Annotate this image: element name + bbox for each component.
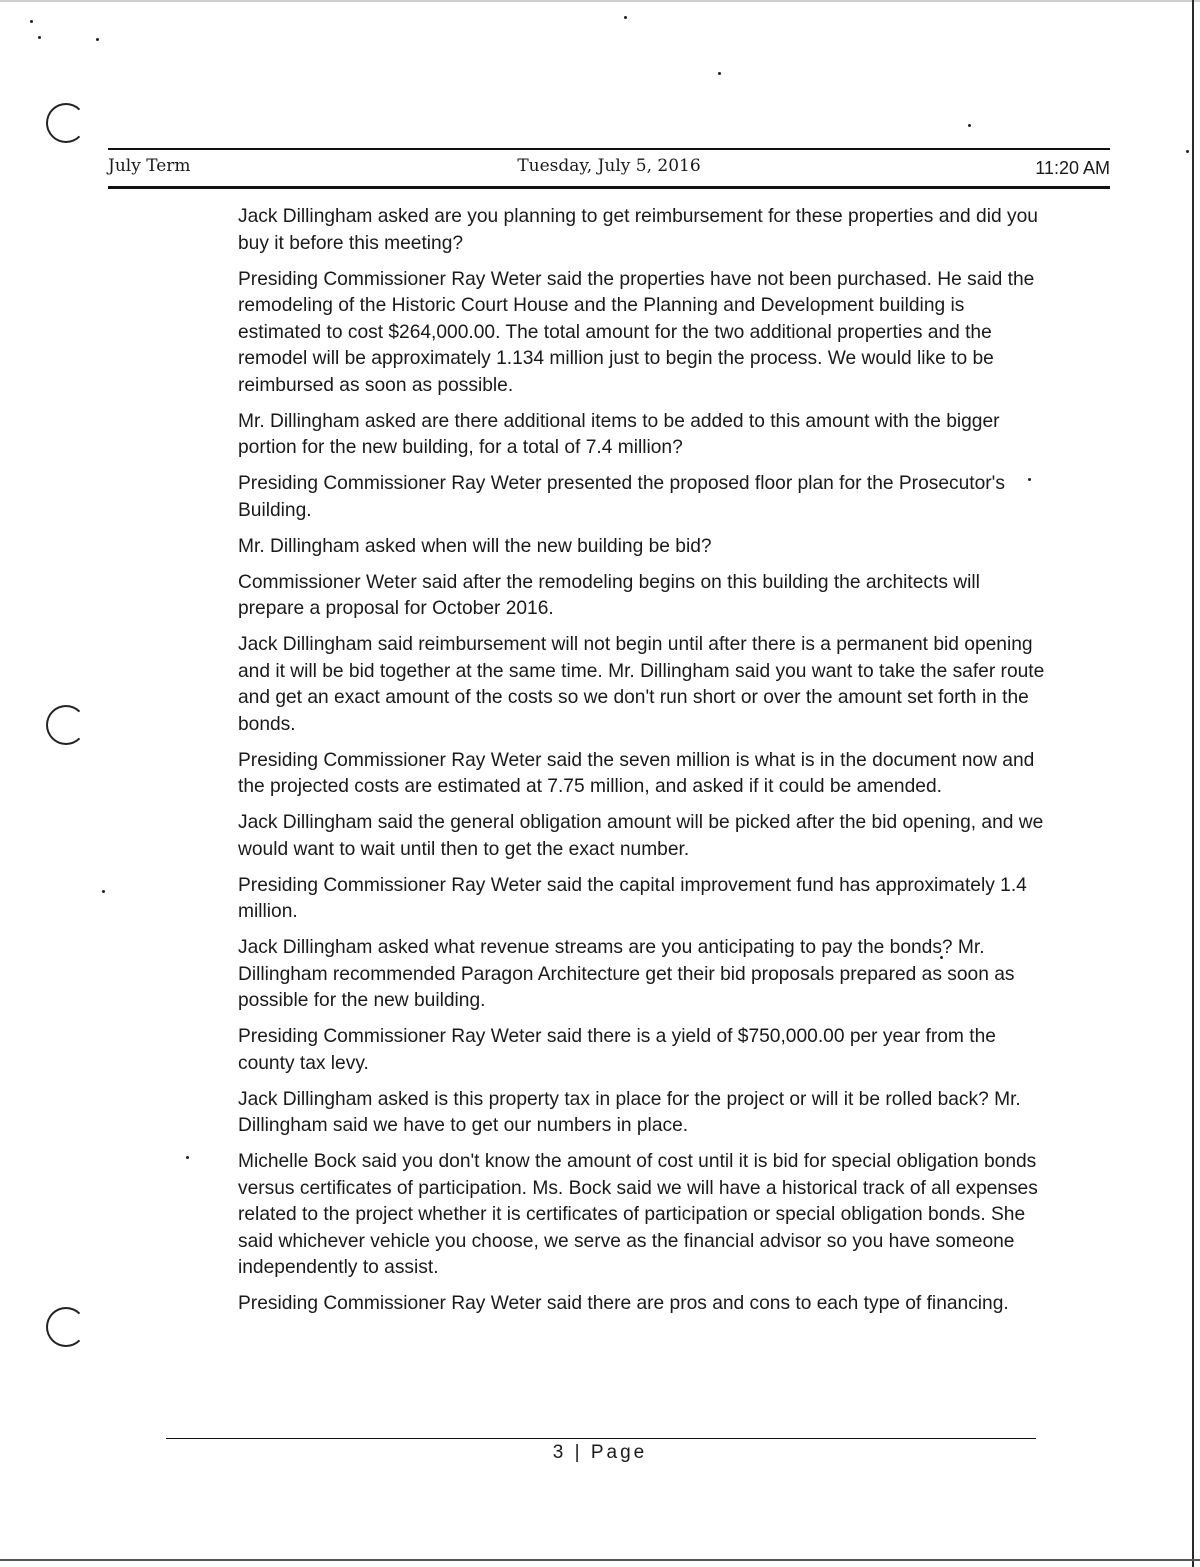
scan-speck	[968, 124, 971, 127]
header-date: Tuesday, July 5, 2016	[517, 156, 701, 176]
paragraph: Jack Dillingham said the general obligation amount will be picked after the bid opening, and we would want to wait until then to get the exact number.	[238, 812, 1044, 860]
minutes-body	[238, 204, 1048, 1327]
punch-hole-middle	[46, 705, 86, 745]
paragraph: Mr. Dillingham asked are there additional items to be added to this amount with the bigger portion for the new building, for a total of 7.4 million?	[238, 410, 1000, 458]
scan-speck	[30, 20, 33, 23]
scan-edge-top	[0, 0, 1200, 2]
paragraph: Michelle Bock said you don't know the amount of cost until it is bid for special obligation bonds versus certificates of participation. Ms. Bock said we will have a historical track of all expenses related to the project whether it is certificates of participation or special obligation bonds. She said whichever vehicle you choose, we serve as the financial advisor so you have someone independently to assist.	[238, 1151, 1038, 1278]
scan-speck	[96, 38, 99, 41]
header-rule-top	[108, 148, 1110, 150]
header-time: 11:20 AM	[1035, 158, 1110, 178]
paragraph: Presiding Commissioner Ray Weter said the seven million is what is in the document now and the projected costs are estimated at 7.75 million, and asked if it could be amended.	[238, 749, 1035, 797]
scan-edge-bottom	[0, 1559, 1200, 1561]
paragraph: Jack Dillingham said reimbursement will not begin until after there is a permanent bid opening and it will be bid together at the same time. Mr. Dillingham said you want to take the safer route and get an exact amount of the costs so we don't run short or over the amount set forth in the bonds.	[238, 634, 1045, 735]
paragraph: Presiding Commissioner Ray Weter presented the proposed floor plan for the Prosecutor's Building.	[238, 473, 1005, 521]
paragraph: Presiding Commissioner Ray Weter said the properties have not been purchased. He said the remodeling of the Historic Court House and the Planning and Development building is estimated to cost $264,000.00. The total amount for the two additional properties and the remodel will be approximately 1.134 million just to begin the process. We would like to be reimbursed as soon as possible.	[238, 268, 1035, 396]
footer-rule	[166, 1438, 1036, 1439]
paragraph: Presiding Commissioner Ray Weter said the capital improvement fund has approximately 1.4 million.	[238, 874, 1027, 922]
paragraph: Presiding Commissioner Ray Weter said there are pros and cons to each type of financing.	[238, 1293, 1009, 1314]
scan-speck	[718, 72, 721, 75]
scan-speck	[102, 890, 105, 893]
scan-speck	[1186, 150, 1189, 153]
paragraph: Mr. Dillingham asked when will the new building be bid?	[238, 535, 712, 557]
paragraph: Jack Dillingham asked are you planning to get reimbursement for these properties and did you buy it before this meeting?	[238, 206, 1038, 254]
scan-speck	[186, 1156, 189, 1159]
page-header	[108, 152, 1110, 182]
header-term: July Term	[108, 156, 191, 176]
paragraph: Presiding Commissioner Ray Weter said there is a yield of $750,000.00 per year from the county tax levy.	[238, 1026, 996, 1074]
page-number: 3 | Page	[552, 1442, 648, 1463]
punch-hole-bottom	[46, 1307, 86, 1347]
scan-speck	[38, 36, 41, 39]
scan-speck	[624, 16, 627, 19]
scan-edge-right	[1192, 0, 1194, 1567]
punch-hole-top	[46, 103, 86, 143]
paragraph: Commissioner Weter said after the remodeling begins on this building the architects will prepare a proposal for October 2016.	[238, 571, 980, 619]
header-rule-bottom	[108, 186, 1110, 189]
paragraph: Jack Dillingham asked what revenue streams are you anticipating to pay the bonds? Mr. Dillingham recommended Paragon Architecture get their bid proposals prepared as soon as possible for the new building.	[238, 937, 1015, 1011]
paragraph: Jack Dillingham asked is this property tax in place for the project or will it be rolled back? Mr. Dillingham said we have to get our numbers in place.	[238, 1088, 1021, 1136]
